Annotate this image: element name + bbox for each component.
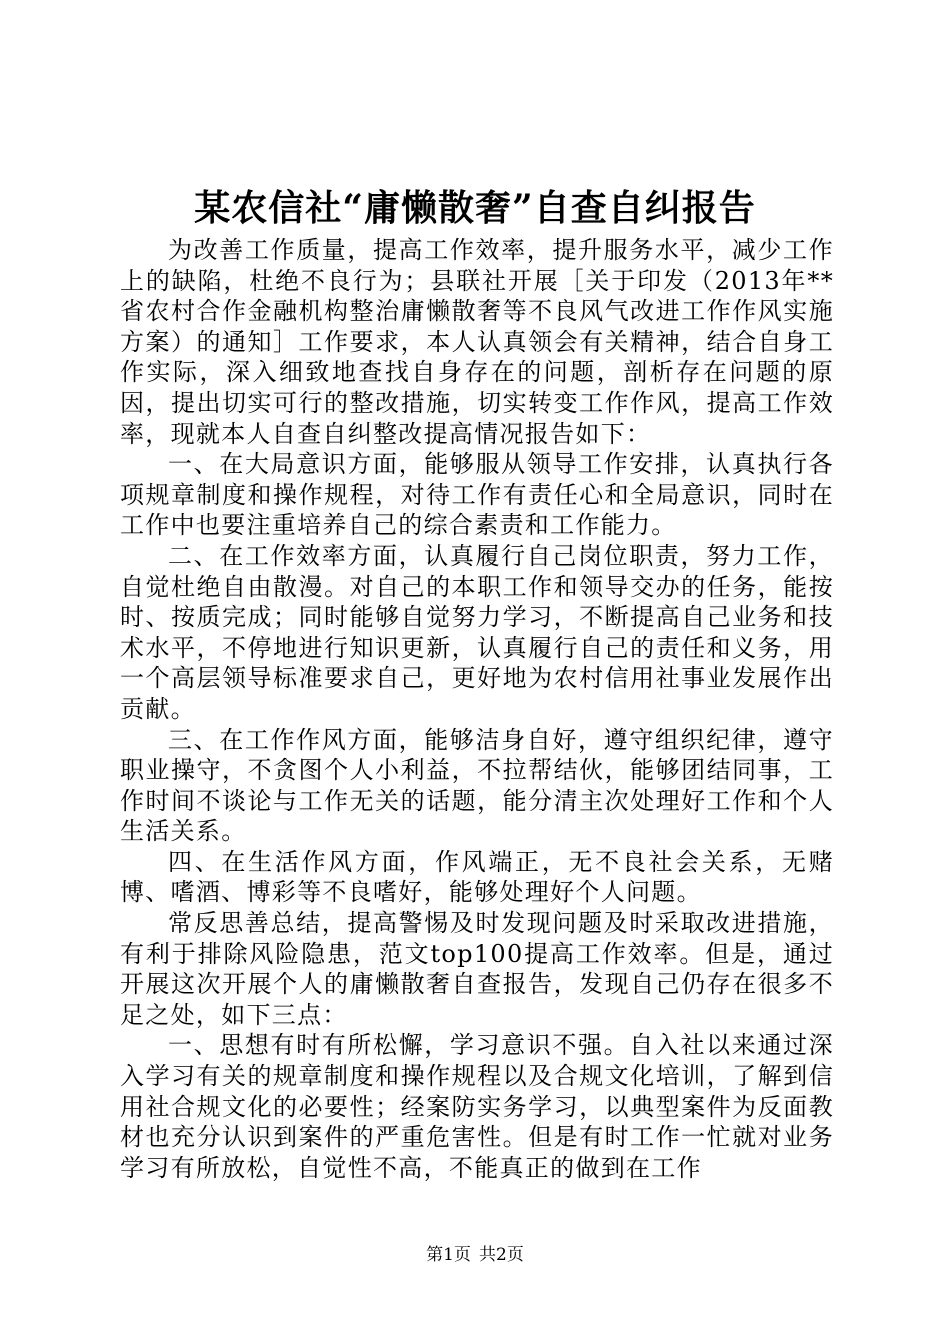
page-number: 第1页 (426, 1245, 471, 1265)
paragraph-intro: 为改善工作质量，提高工作效率，提升服务水平，减少工作上的缺陷，杜绝不良行为；县联社开展［关于印发（2013年**省农村合作金融机构整治庸懒散奢等不良风气改进工作作风实施方案）的通知］工作要求，本人认真领会有关精神，结合自身工作实际，深入细致地查找自身存在的问题，剖析存在问题的原因，提出切实可行的整改措施，切实转变工作作风，提高工作效率，现就本人自查自纠整改提高情况报告如下： (120, 236, 834, 448)
document-body (120, 235, 834, 1183)
paragraph-section-2: 二、在工作效率方面，认真履行自己岗位职责，努力工作，自觉杜绝自由散漫。对自己的本职工作和领导交办的任务，能按时、按质完成；同时能够自觉努力学习，不断提高自己业务和技术水平，不停地进行知识更新，认真履行自己的责任和义务，用一个高层领导标准要求自己，更好地为农村信用社事业发展作出贡献。 (120, 541, 834, 723)
page-total: 共2页 (479, 1245, 524, 1265)
paragraph-section-4: 四、在生活作风方面，作风端正，无不良社会关系，无赌博、嗜酒、博彩等不良嗜好，能够处理好个人问题。 (120, 847, 834, 907)
paragraph-section-3: 三、在工作作风方面，能够洁身自好，遵守组织纪律，遵守职业操守，不贪图个人小利益，不拉帮结伙，能够团结同事，工作时间不谈论与工作无关的话题，能分清主次处理好工作和个人生活关系。 (120, 725, 834, 846)
paragraph-issue-1: 一、思想有时有所松懈，学习意识不强。自入社以来通过深入学习有关的规章制度和操作规程以及合规文化培训，了解到信用社合规文化的必要性；经案防实务学习，以典型案件为反面教材也充分认识到案件的严重危害性。但是有时工作一忙就对业务学习有所放松，自觉性不高，不能真正的做到在工作 (120, 1031, 834, 1182)
paragraph-reflection: 常反思善总结，提高警惕及时发现问题及时采取改进措施，有利于排除风险隐患，范文top100提高工作效率。但是，通过开展这次开展个人的庸懒散奢自查报告，发现自己仍存在很多不足之处，如下三点： (120, 909, 834, 1029)
paragraph-section-1: 一、在大局意识方面，能够服从领导工作安排，认真执行各项规章制度和操作规程，对待工作有责任心和全局意识，同时在工作中也要注重培养自己的综合素责和工作能力。 (120, 450, 834, 540)
document-title: 某农信社“庸懒散奢”自查自纠报告 (194, 187, 756, 229)
page-footer (0, 1244, 950, 1266)
